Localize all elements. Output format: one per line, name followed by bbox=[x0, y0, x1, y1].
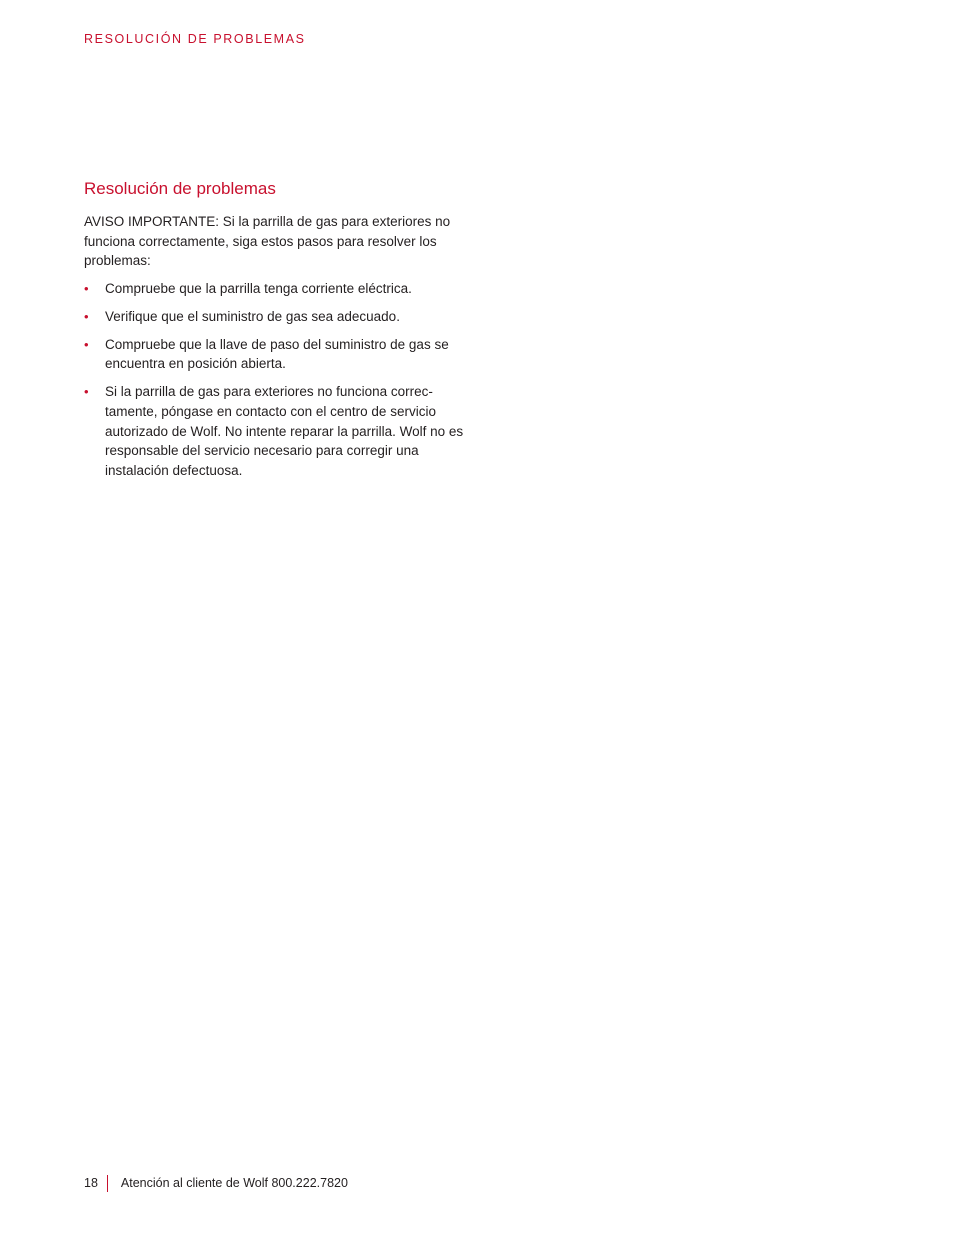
bullet-icon: • bbox=[84, 336, 89, 352]
page-number: 18 bbox=[84, 1176, 98, 1190]
page-footer bbox=[84, 1174, 348, 1192]
list-item-text: Si la parrilla de gas para exteriores no funciona correctamente, póngase en contacto con el centro de servicio autorizado de Wolf. No intente reparar la parrilla. Wolf no es responsable del servicio necesario para corregir una instalación defectuosa. bbox=[105, 384, 464, 478]
important-notice bbox=[84, 212, 464, 271]
notice-label: AVISO IMPORTANTE: bbox=[84, 214, 220, 229]
list-item bbox=[84, 279, 464, 299]
page-heading: Resolución de problemas bbox=[84, 179, 276, 198]
list-item bbox=[84, 307, 464, 327]
footer-contact: Atención al cliente de Wolf 800.222.7820 bbox=[120, 1176, 348, 1190]
list-item-text: Verifique que el suministro de gas sea adecuado. bbox=[105, 308, 400, 324]
bullet-icon: • bbox=[84, 280, 89, 296]
list-item bbox=[84, 335, 464, 374]
list-item-text: Compruebe que la parrilla tenga corriente eléctrica. bbox=[105, 280, 412, 296]
bullet-icon: • bbox=[84, 384, 89, 400]
list-item-text: Compruebe que la llave de paso del suministro de gas se encuentra en posición abierta. bbox=[105, 336, 449, 372]
troubleshooting-list bbox=[84, 279, 464, 481]
notice-text: Si la parrilla de gas para exteriores no funciona correctamente, siga estos pasos para resolver los problemas: bbox=[84, 214, 451, 269]
section-header: RESOLUCIÓN DE PROBLEMAS bbox=[84, 32, 306, 46]
main-content bbox=[84, 178, 464, 489]
list-item bbox=[84, 382, 464, 480]
bullet-icon: • bbox=[84, 308, 89, 324]
footer-divider bbox=[107, 1175, 108, 1192]
